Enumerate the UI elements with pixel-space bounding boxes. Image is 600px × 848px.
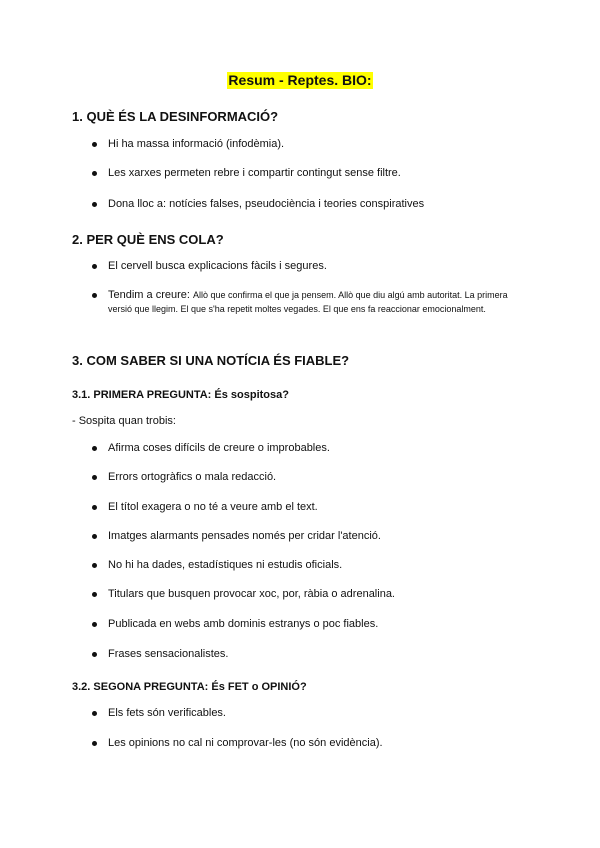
bullet-icon <box>92 264 97 269</box>
bullet-icon <box>92 505 97 510</box>
bullet-icon <box>92 446 97 451</box>
list-item-text: Publicada en webs amb dominis estranys o poc fiables. <box>108 618 379 630</box>
subsection-3-1-intro: - Sospita quan trobis: <box>72 415 176 427</box>
section-2-heading: 2. PER QUÈ ENS COLA? <box>72 232 224 247</box>
subsection-3-2-heading: 3.2. SEGONA PREGUNTA: És FET o OPINIÓ? <box>72 681 307 693</box>
bullet-icon <box>92 563 97 568</box>
list-item-lead: Tendim a creure: <box>108 289 190 301</box>
subsection-3-1-heading: 3.1. PRIMERA PREGUNTA: És sospitosa? <box>72 389 289 401</box>
bullet-icon <box>92 711 97 716</box>
bullet-icon <box>92 475 97 480</box>
title-wrap <box>0 72 600 90</box>
list-item-text: El títol exagera o no té a veure amb el text. <box>108 501 318 513</box>
list-item-text: Frases sensacionalistes. <box>108 648 229 660</box>
bullet-icon <box>92 592 97 597</box>
list-item-text: El cervell busca explicacions fàcils i segures. <box>108 260 327 272</box>
bullet-icon <box>92 142 97 147</box>
list-item-text: Les opinions no cal ni comprovar-les (no són evidència). <box>108 737 383 749</box>
bullet-icon <box>92 534 97 539</box>
list-item-text <box>108 288 528 316</box>
list-item-text: No hi ha dades, estadístiques ni estudis oficials. <box>108 559 343 571</box>
bullet-icon <box>92 741 97 746</box>
list-item-text: Afirma coses difícils de creure o improbables. <box>108 442 330 454</box>
list-item-text: Dona lloc a: notícies falses, pseudociència i teories conspiratives <box>108 198 425 210</box>
list-item-detail: Allò que confirma el que ja pensem. Allò que diu algú amb autoritat. La primera versió que llegim. El que s'ha repetit moltes vegades. El que ens fa reaccionar emocionalment. <box>108 290 508 314</box>
bullet-icon <box>92 652 97 657</box>
list-item-text: Titulars que busquen provocar xoc, por, ràbia o adrenalina. <box>108 588 395 600</box>
bullet-icon <box>92 293 97 298</box>
section-1-heading: 1. QUÈ ÉS LA DESINFORMACIÓ? <box>72 109 279 124</box>
bullet-icon <box>92 622 97 627</box>
document-title: Resum - Reptes. BIO: <box>228 72 372 88</box>
list-item-text: Imatges alarmants pensades només per cridar l'atenció. <box>108 530 381 542</box>
section-3-heading: 3. COM SABER SI UNA NOTÍCIA ÉS FIABLE? <box>72 353 350 368</box>
list-item-text: Errors ortogràfics o mala redacció. <box>108 471 277 483</box>
list-item-text: Els fets són verificables. <box>108 707 226 719</box>
bullet-icon <box>92 171 97 176</box>
list-item-text: Hi ha massa informació (infodèmia). <box>108 138 285 150</box>
bullet-icon <box>92 202 97 207</box>
list-item-text: Les xarxes permeten rebre i compartir contingut sense filtre. <box>108 167 401 179</box>
